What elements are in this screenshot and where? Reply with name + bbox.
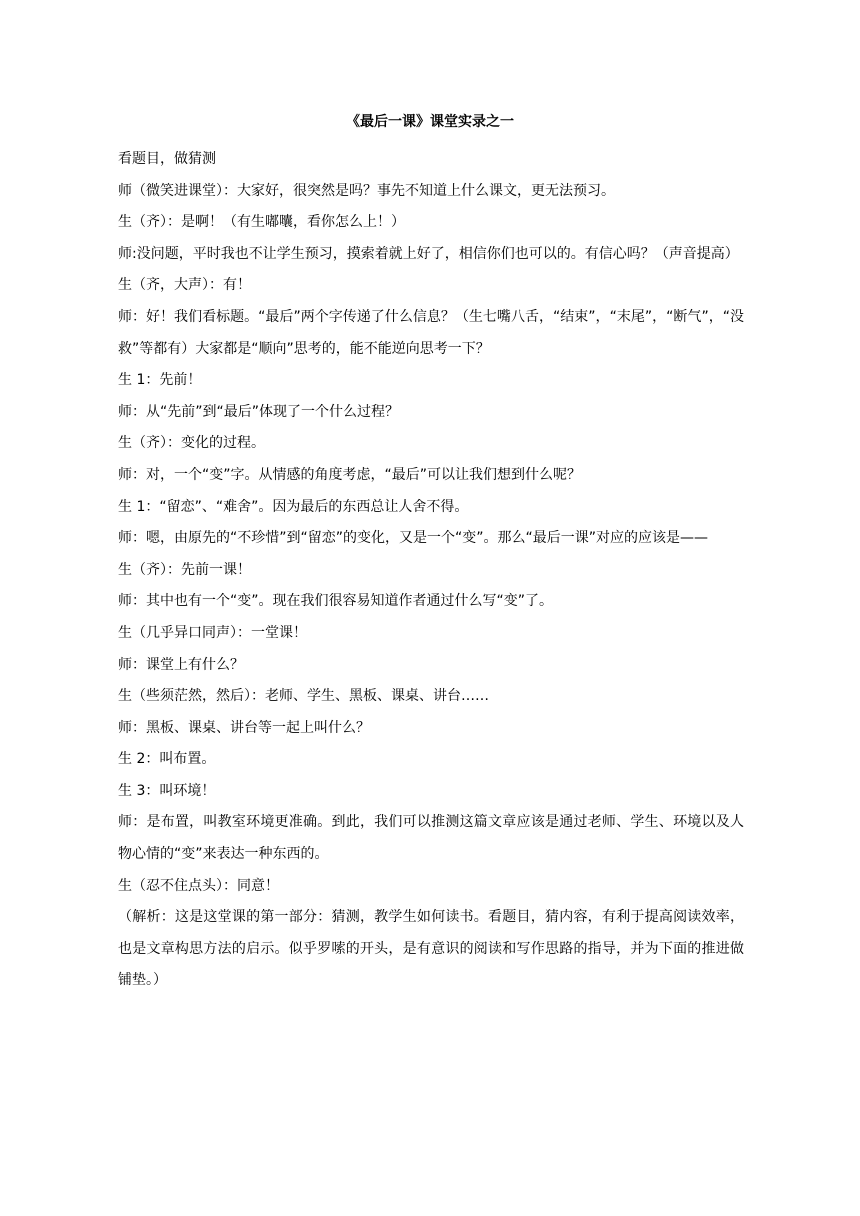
paragraph: 师：其中也有一个“变”。现在我们很容易知道作者通过什么写“变”了。 bbox=[118, 593, 554, 610]
paragraph: 生（齐）：先前一课！ bbox=[118, 561, 251, 578]
paragraph: 生（些须茫然，然后）：老师、学生、黑板、课桌、讲台…… bbox=[118, 688, 489, 705]
paragraph: 生 3：叫环境！ bbox=[118, 782, 216, 799]
paragraph: 生（齐）：变化的过程。 bbox=[118, 435, 265, 452]
paragraph: 师：课堂上有什么？ bbox=[118, 656, 244, 673]
paragraph: 生（忍不住点头）：同意！ bbox=[118, 877, 279, 894]
paragraph: 师（微笑进课堂）：大家好，很突然是吗？事先不知道上什么课文，更无法预习。 bbox=[118, 182, 615, 199]
paragraph: 师：好！我们看标题。“最后”两个字传递了什么信息？（生七嘴八舌，“结束”，“末尾”，“断气”，“没救”等都有）大家都是“顺向”思考的，能不能逆向思考一下？ bbox=[118, 308, 744, 357]
paragraph: 生（齐，大声）：有！ bbox=[118, 277, 251, 294]
paragraph: 师：从“先前”到“最后”体现了一个什么过程？ bbox=[118, 403, 400, 420]
paragraph: 师:没问题，平时我也不让学生预习，摸索着就上好了，相信你们也可以的。有信心吗？（声音提高） bbox=[118, 245, 739, 262]
paragraph: 生 1：“留恋”、“难舍”。因为最后的东西总让人舍不得。 bbox=[118, 498, 469, 515]
paragraph: 生（齐）：是啊！（有生嘟囔，看你怎么上！） bbox=[118, 214, 405, 231]
paragraph: 师：对，一个“变”字。从情感的角度考虑，“最后”可以让我们想到什么呢？ bbox=[118, 466, 582, 483]
paragraph: 生（几乎异口同声）：一堂课！ bbox=[118, 624, 307, 641]
paragraph: 师：嗯，由原先的“不珍惜”到“留恋”的变化，又是一个“变”。那么“最后一课”对应的应该是—— bbox=[118, 530, 709, 547]
paragraph: （解析：这是这堂课的第一部分：猜测，教学生如何读书。看题目，猜内容，有利于提高阅读效率，也是文章构思方法的启示。似乎罗嗦的开头，是有意识的阅读和写作思路的指导，并为下面的推进做铺垫。） bbox=[118, 909, 744, 989]
paragraph: 生 1：先前！ bbox=[118, 372, 202, 389]
document-body bbox=[118, 144, 744, 997]
paragraph: 生 2：叫布置。 bbox=[118, 751, 216, 768]
paragraph: 师：是布置，叫教室环境更准确。到此，我们可以推测这篇文章应该是通过老师、学生、环境以及人物心情的“变”来表达一种东西的。 bbox=[118, 814, 744, 863]
paragraph: 师：黑板、课桌、讲台等一起上叫什么？ bbox=[118, 719, 370, 736]
document-title: 《最后一课》课堂实录之一 bbox=[346, 114, 514, 130]
paragraph: 看题目，做猜测 bbox=[118, 151, 216, 167]
